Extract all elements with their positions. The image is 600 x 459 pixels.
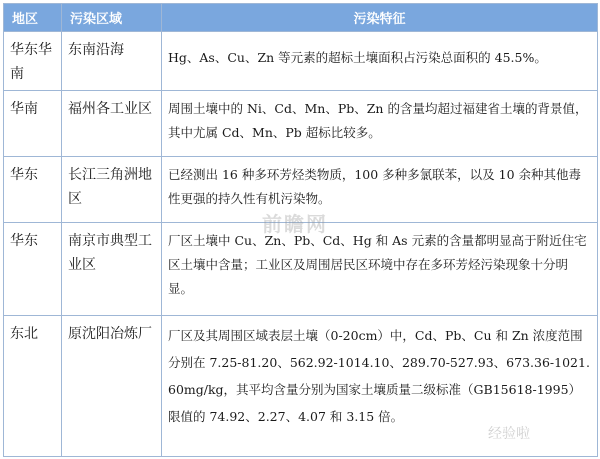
- area-cell: 南京市典型工业区: [62, 223, 162, 316]
- table-row: [4, 316, 598, 457]
- region-cell: 华南: [4, 91, 62, 157]
- table-row: [4, 91, 598, 157]
- table-row: [4, 157, 598, 223]
- header-area: 污染区域: [62, 4, 162, 32]
- header-row: [4, 4, 598, 32]
- watermark-corner: 经验啦: [488, 426, 530, 442]
- area-cell: 原沈阳冶炼厂: [62, 316, 162, 457]
- region-cell: 华东: [4, 223, 62, 316]
- header-feature: 污染特征: [162, 4, 598, 32]
- feature-cell: 周围土壤中的 Ni、Cd、Mn、Pb、Zn 的含量均超过福建省土壤的背景值，其中尤属 Cd、Mn、Pb 超标比较多。: [162, 91, 598, 157]
- feature-cell: Hg、As、Cu、Zn 等元素的超标土壤面积占污染总面积的 45.5%。: [162, 32, 598, 91]
- feature-cell: 厂区土壤中 Cu、Zn、Pb、Cd、Hg 和 As 元素的含量都明显高于附近住宅区土壤中含量；工业区及周围居民区环境中存在多环芳烃污染现象十分明显。: [162, 223, 598, 316]
- area-cell: 长江三角洲地区: [62, 157, 162, 223]
- area-cell: 福州各工业区: [62, 91, 162, 157]
- table-row: [4, 223, 598, 316]
- area-cell: 东南沿海: [62, 32, 162, 91]
- region-cell: 华东华南: [4, 32, 62, 91]
- feature-cell: 已经测出 16 种多环芳烃类物质，100 多种多氯联苯，以及 10 余种其他毒性更强的持久性有机污染物。: [162, 157, 598, 223]
- region-cell: 东北: [4, 316, 62, 457]
- header-region: 地区: [4, 4, 62, 32]
- pollution-table: [3, 3, 598, 457]
- table-row: [4, 32, 598, 91]
- region-cell: 华东: [4, 157, 62, 223]
- feature-cell: 厂区及其周围区域表层土壤（0-20cm）中，Cd、Pb、Cu 和 Zn 浓度范围分别在 7.25-81.20、562.92-1014.10、289.70-527.93、673.36-1021.60mg/kg，其平均含量分别为国家土壤质量二级标准（GB15618-1995）限值的 74.92、2.27、4.07 和 3.15 倍。: [162, 316, 598, 457]
- watermark-center: 前瞻网: [262, 212, 328, 236]
